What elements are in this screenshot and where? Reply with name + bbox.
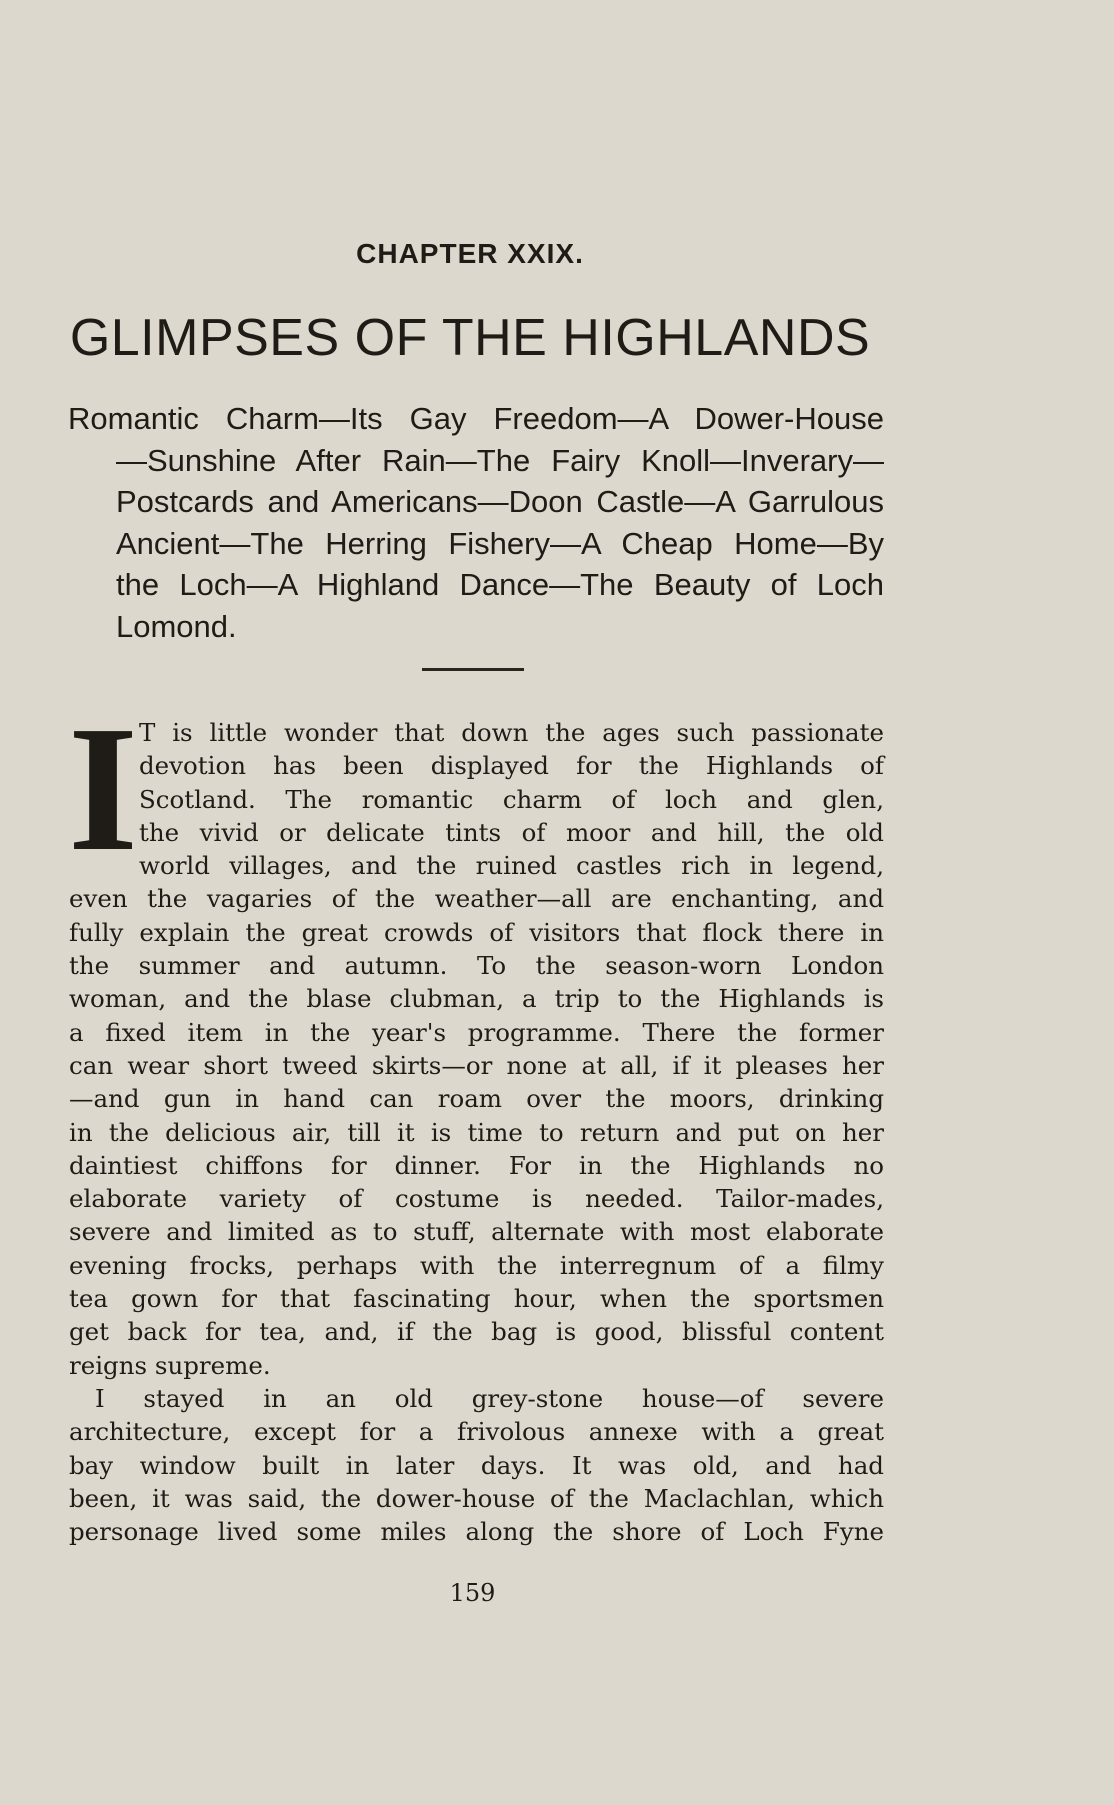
text-line: world villages, and the ruined castles rich in legend, <box>139 851 884 881</box>
synopsis-line: Postcards and Americans—Doon Castle—A Garrulous <box>116 484 884 519</box>
text-line: bay window built in later days. It was old, and had <box>69 1450 884 1480</box>
text-line: the vivid or delicate tints of moor and hill, the old <box>139 817 884 847</box>
page-number: 159 <box>449 1579 496 1607</box>
text-line: a fixed item in the year's programme. There the former <box>69 1017 884 1047</box>
text-line: get back for tea, and, if the bag is good, blissful content <box>69 1317 884 1347</box>
text-line: tea gown for that fascinating hour, when the sportsmen <box>69 1284 884 1314</box>
text-line: elaborate variety of costume is needed. Tailor-mades, <box>69 1184 884 1214</box>
synopsis-line: Lomond. <box>116 608 237 644</box>
text-line: the summer and autumn. To the season-worn London <box>69 951 884 981</box>
chapter-label: CHAPTER XXIX. <box>356 238 584 269</box>
text-line: Scotland. The romantic charm of loch and glen, <box>139 784 884 814</box>
synopsis-line: the Loch—A Highland Dance—The Beauty of Loch <box>116 567 884 602</box>
text-line: daintiest chiffons for dinner. For in the Highlands no <box>69 1150 884 1180</box>
text-line: can wear short tweed skirts—or none at all, if it pleases her <box>69 1050 884 1080</box>
text-line: been, it was said, the dower-house of the Maclachlan, which <box>69 1483 884 1513</box>
body-text <box>68 689 884 1548</box>
drop-cap: I <box>68 689 139 888</box>
synopsis-line: Romantic Charm—Its Gay Freedom—A Dower-House <box>68 401 884 436</box>
chapter-title: GLIMPSES OF THE HIGHLANDS <box>69 309 871 367</box>
text-line: even the vagaries of the weather—all are enchanting, and <box>69 884 884 914</box>
text-line: reigns supreme. <box>69 1350 271 1380</box>
text-line: severe and limited as to stuff, alternate with most elaborate <box>69 1217 884 1247</box>
text-line: T is little wonder that down the ages such passionate <box>139 718 884 747</box>
text-line: —and gun in hand can roam over the moors, drinking <box>69 1084 884 1114</box>
chapter-synopsis <box>68 398 884 647</box>
text-line: architecture, except for a frivolous annexe with a great <box>69 1417 884 1447</box>
synopsis-line: Ancient—The Herring Fishery—A Cheap Home—By <box>116 525 884 561</box>
text-line: fully explain the great crowds of visitors that flock there in <box>69 917 884 947</box>
text-line: in the delicious air, till it is time to return and put on her <box>69 1117 884 1147</box>
text-line: devotion has been displayed for the Highlands of <box>139 751 884 781</box>
text-line: personage lived some miles along the shore of Loch Fyne <box>69 1517 884 1547</box>
text-line: evening frocks, perhaps with the interregnum of a filmy <box>69 1250 884 1280</box>
synopsis-line: —Sunshine After Rain—The Fairy Knoll—Inverary— <box>116 442 884 478</box>
text-line: woman, and the blase clubman, a trip to the Highlands is <box>69 984 884 1014</box>
section-divider <box>422 668 524 671</box>
text-line: I stayed in an old grey-stone house—of severe <box>95 1383 884 1413</box>
